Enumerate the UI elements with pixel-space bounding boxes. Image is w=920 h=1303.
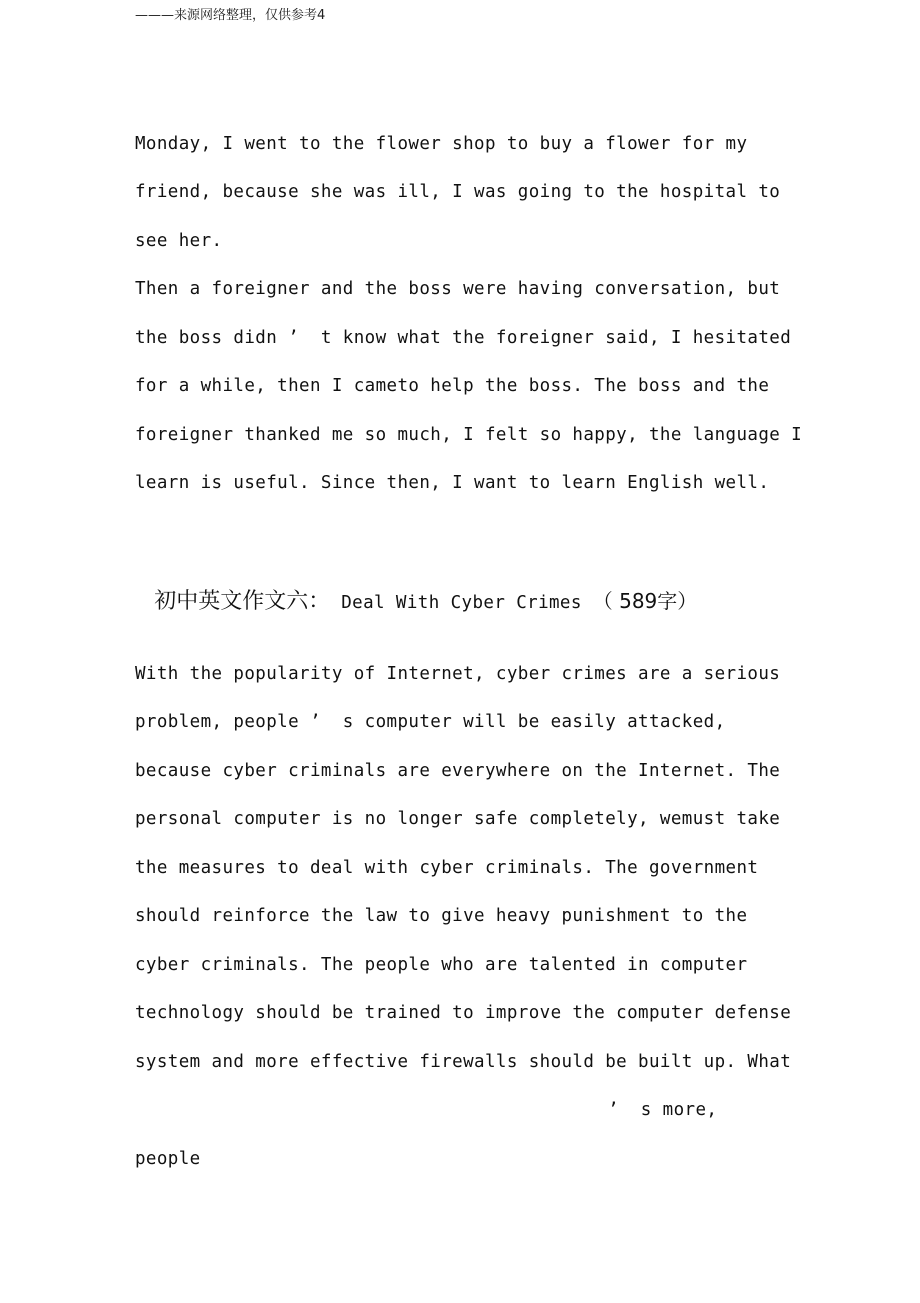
- heading-english: Deal With Cyber Crimes: [330, 593, 593, 613]
- text-line: With the popularity of Internet, cyber crimes are a serious: [135, 664, 781, 684]
- page-header-note: ———来源网络整理，仅供参考4: [135, 8, 326, 23]
- text-line: system and more effective firewalls should be built up. What: [135, 1052, 792, 1072]
- text-line: cyber criminals. The people who are talented in computer: [135, 955, 748, 975]
- text-line: friend, because she was ill, I was going to the hospital to: [135, 182, 781, 202]
- section-heading: [135, 565, 697, 615]
- text-line: problem, people ’ s computer will be easily attacked,: [135, 712, 726, 732]
- text-line: Then a foreigner and the boss were having conversation, but: [135, 279, 781, 299]
- heading-chinese: 初中英文作文六：: [154, 589, 331, 614]
- text-line: the measures to deal with cyber criminals. The government: [135, 858, 759, 878]
- text-line: because cyber criminals are everywhere on the Internet. The: [135, 761, 781, 781]
- text-line: ’ s more,: [608, 1100, 718, 1120]
- text-line: people: [135, 1149, 201, 1169]
- text-line: should reinforce the law to give heavy punishment to the: [135, 906, 748, 926]
- text-line: personal computer is no longer safe completely, wemust take: [135, 809, 781, 829]
- text-line: for a while, then I cameto help the boss. The boss and the: [135, 376, 770, 396]
- text-line: technology should be trained to improve the computer defense: [135, 1003, 792, 1023]
- text-line: see her.: [135, 231, 223, 251]
- text-line: the boss didn ’ t know what the foreigner said, I hesitated: [135, 328, 792, 348]
- text-line: foreigner thanked me so much, I felt so happy, the language I: [135, 425, 803, 445]
- text-line: Monday, I went to the flower shop to buy a flower for my: [135, 134, 748, 154]
- text-line: learn is useful. Since then, I want to learn English well.: [135, 473, 770, 493]
- heading-word-count: （ 589字）: [592, 589, 698, 613]
